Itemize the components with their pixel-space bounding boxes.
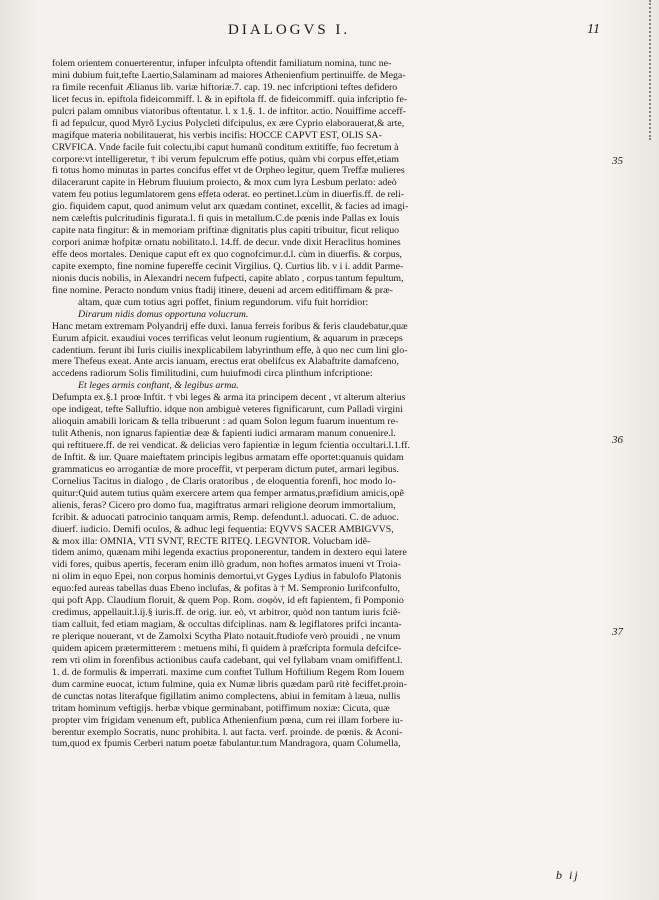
text-line: dum carmine euocat, ictum fulmine, quia ex Numæ libris quædam parũ ritè feciffet.proin- <box>52 678 407 690</box>
text-line: licet fecus in. epiftola fideicommiff. l. & in epiftola ff. de fideicommiff. quia infcriptio fe- <box>52 93 408 105</box>
text-line: ni olim in equo Epei, non corpus hominis demortui,vt Gyges Lydius in fabulofo Platonis <box>52 571 402 583</box>
text-line: fi ad fepulcur, quod Myrõ Lycius Polycleti difcipulus, ex ære Cyprio elaborauerat,& arte, <box>52 117 405 129</box>
text-line: diuerf. iudicio. Demifi oculos, & adhuc legi fequentia: EQVVS SACER AMBIGVVS, <box>52 523 394 535</box>
text-line: quidem apicem prætermitterem : metuens mihi, fi quidem à præfcripta formula defcifce- <box>52 642 402 654</box>
text-line: re plerique nouerant, vt de Zamolxi Scytha Plato notauit.ftudiofe verò prouidi , ne vnum <box>52 631 401 642</box>
margin-number: 35 <box>612 155 623 167</box>
text-line: capite nata fingitur: & in memoriam priftinæ dignitatis plus capiti tribuitur, ficut reliquo <box>52 225 400 237</box>
text-line: fi totus homo minutas in partes concifus effet vt de Orpheo legitur, quem Treffæ mulieres <box>52 165 405 177</box>
text-line: grammaticus eo arrogantiæ de more proceffit, vt perperam dictum putet, armari legibus. <box>52 463 399 475</box>
text-line: dilacerarunt capite in Hebrum fluuium proiecto, & mox cum lyra Lesbum perlato: adeò <box>52 177 397 189</box>
text-line: vatem feu potius legumlatorem gens effeta oderat. eo pertinet.l.cùm in diuerfis.ff. de reli- <box>52 189 404 201</box>
text-line: tidem animo, quænam mihi legenda exactius proponerentur, tandem in dextero equi latere <box>52 547 407 559</box>
text-line: mere Thefeus exeat. Ante arcis ianuam, erectus erat obelifcus ex Alabaftrite damafceno, <box>52 356 399 368</box>
body-text <box>52 58 608 750</box>
text-line: fcribit. & aduocati patrocinio tanquam armis, Remp. defendunt.l. aduocati. C. de aduoc. <box>52 511 399 523</box>
text-line: qui reftituere.ff. de rei vendicat. & delicias vero fapientiæ in legum fcientia occultari.l.1.ff. <box>52 440 411 451</box>
text-line: Cornelius Tacitus in dialogo , de Claris oratoribus , de eloquentia forenfi, hoc modo lo- <box>52 475 396 487</box>
text-line: vidi fores, quibus apertis, feceram enim illò gradum, non hoftes armatos inueni vt Troia- <box>52 559 401 571</box>
text-line: capite exempto, fine nomine fupereffe cecinit Virgilius. Q. Curtius lib. v i i. addit Parme- <box>52 260 404 272</box>
text-line: propter vim frigidam venenum eft, publica Athenienfium pœna, cum rei illam forbere iu- <box>52 714 404 726</box>
text-line: nionis ducis nobilis, in Alexandri necem fufpecti, capite ablato , corpus tantum fepultum, <box>52 272 404 284</box>
text-line: accedens radiorum Solis fimilitudini, cum huiufmodi circa plinthum infcriptione: <box>52 368 373 380</box>
text-line: de cunctas notas literafque figillatim animo complectens, abiui in femitam à læua, nullis <box>52 690 401 702</box>
text-line: rem vti olim in forenfibus actionibus caufa cadebant, qui vel fyllabam vnam omififfent.l. <box>52 654 403 666</box>
page-header <box>60 22 600 44</box>
text-line: equo:fed aureas tabellas duas Ebeno inclufas, & pofitas à † M. Sempronio Iurifconfulto, <box>52 583 400 595</box>
text-line: Eurum afpicit. exaudiui voces terrificas velut leonum rugientium, & aquarum in præceps <box>52 332 403 344</box>
text-line: corpori animæ hofpitæ ornatu nobilitato.l. 14.ff. de decur. vnde dixit Heraclitus homines <box>52 237 401 249</box>
text-line: cadentium. ferunt ibi Iuris ciuilis inexplicabilem labyrinthum effe, à quo nec cum lini glo- <box>52 344 408 356</box>
text-line: tum,quod ex fpumis Cerberi natum poetæ fabulantur.tum Mandragora, quam Columella, <box>52 738 401 750</box>
text-line: pulcri palam omnibus viatoribus oftentatur. l. x 1.§. 1. de inftitor. actio. Nouiffime acceff- <box>52 105 406 117</box>
text-line: alioquin amabili loricam & tella tribuerunt : ad quam Solon legum fuarum inuentum re- <box>52 416 399 428</box>
text-line: folem orientem conuerterentur, infuper infculpta oftendit familiatum nomina, tunc ne- <box>52 58 392 69</box>
text-line: credimus, appellauit.l.ij.§ iuris.ff. de orig. iur. eò, vt arbitror, quòd non tantum iuris fciẽ- <box>52 607 401 619</box>
text-line: fine nomine. Peracto nondum vnius ftadij itinere, deueni ad arcem editiffimam & præ- <box>52 284 393 296</box>
text-line: nem cæleftis pulcritudinis figurata.l. fi quis in metallum.C.de pœnis inde Pallas ex Iouis <box>52 213 400 225</box>
text-line: berentur exemplo Socratis, nunc prohibita. l. aut facta. verf. proinde. de pœnis. & Aconi- <box>52 726 403 738</box>
page-number: 11 <box>587 22 600 37</box>
text-line: corpore:vt intelligeretur, † ibi verum fepulcrum effe potius, quàm vbi corpus effet,etiam <box>52 153 399 165</box>
margin-number: 36 <box>612 434 623 446</box>
text-line: tiam calluit, fed etiam magiam, & occultas difciplinas. nam & legiflatores prifci incanta- <box>52 619 402 631</box>
text-line: & mox illa: OMNIA, VTI SVNT, RECTE RITEQ. LEGVNTOR. Volucbam idẽ- <box>52 535 371 547</box>
text-line: 1. d. de formulis & imperrati. maxime cum conftet Tullum Hoftilium Regem Rom Iouem <box>52 666 405 678</box>
text-line: effe deos mortales. Denique caput eft ex quo cognofcimur.d.l. cùm in diuerfis. & corpus, <box>52 249 403 260</box>
text-line: de Inftit. & iur. Quare maieftatem principis legibus armatam effe oportet:quanuis quidam <box>52 451 404 463</box>
text-line: mini dubium fuit,tefte Laertio,Salaminam ad maiores Athenienfium pertinuiffe. de Mega- <box>52 69 406 81</box>
text-line: ope indigeat, tefte Salluftio. idque non ambiguè veteres fignificarunt, cum Palladi virgini <box>52 404 403 416</box>
text-line: alienis, feras? Cicero pro domo fua, magiftratus armari religione deorum immortalium, <box>52 499 396 511</box>
text-line: tulit Athenis, non ignarus fapientiæ deæ & fapienti iudici armaram manum conuenire.l. <box>52 428 396 440</box>
text-line: Defumpta ex.§.1 proœ Inftit. † vbi leges & arma ita principem decent , vt alterum alterius <box>52 392 406 404</box>
text-line: Et leges armis conftant, & legibus arma. <box>78 380 239 392</box>
running-title: DIALOGVS I. <box>228 22 351 38</box>
text-line: Dirarum nidis domus opportuna volucrum. <box>78 308 249 320</box>
text-line: quitur:Quid autem tutius quàm exercere artem qua femper armatus,præfidium amicis,opẽ <box>52 487 404 499</box>
margin-number: 37 <box>612 626 623 638</box>
text-line: tritam hominum veftigijs. herbæ vbique germinabant, potiffimum noxiæ: Cicuta, quæ <box>52 702 390 714</box>
text-line: gio. fiquidem caput, quod animum velut arx quædam continet, excellit, & facies ad imagi- <box>52 201 409 213</box>
text-line: ra fimile recenfuit Ælianus lib. variæ hiftoriæ.7. cap. 19. nec infcriptioni teftes defidero <box>52 81 398 93</box>
text-line: qui poft App. Claudium floruit, & quem Pop. Rom. σοφὸν, id eft fapientem, fi Pomponio <box>52 595 404 607</box>
page-edge-binding-marks <box>639 0 651 140</box>
text-line: CRVFICA. Vnde facile fuit colectu,ibi caput humanũ conditum extitiffe, fuo fecretum à <box>52 141 399 153</box>
text-line: altam, quæ cum totius agri poffet, finium regundorum. vifu fuit horridior: <box>78 296 369 308</box>
signature-mark: b ij <box>556 868 580 882</box>
text-line: Hanc metam extremam Polyandrij effe duxi. Ianua ferreis foribus & feris claudebatur,quæ <box>52 320 408 332</box>
text-line: magifque materia nobilitauerat, his verbis incifis: HOCCE CAPVT EST, OLIS SA- <box>52 129 382 141</box>
